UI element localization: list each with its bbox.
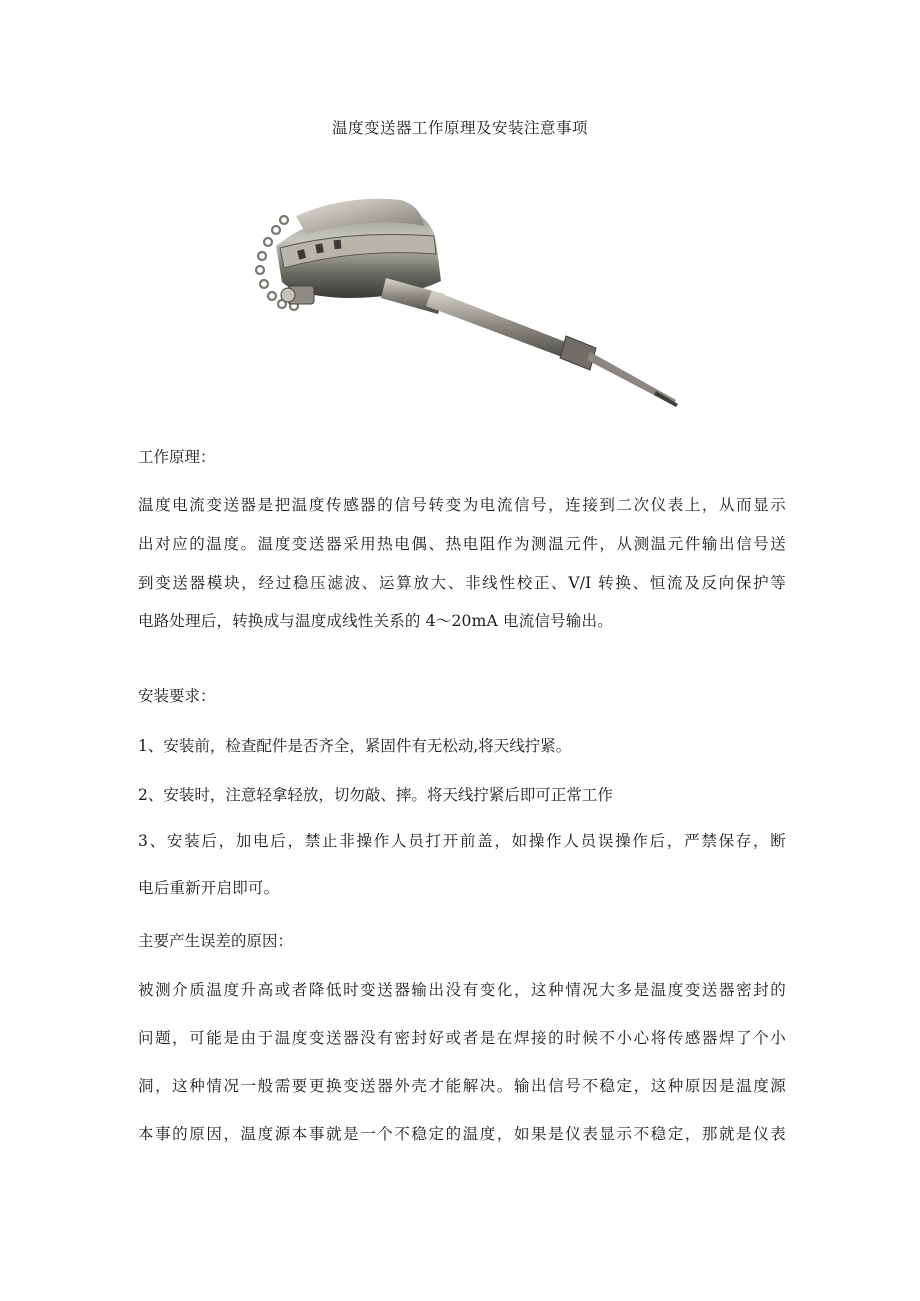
install-heading: 安装要求： — [138, 687, 216, 705]
principle-line: 温度电流变送器是把温度传感器的信号转变为电流信号，连接到二次仪表上，从而显示 — [138, 496, 786, 514]
install-item-line: 3、安装后，加电后，禁止非操作人员打开前盖，如操作人员误操作后，严禁保存，断 — [138, 832, 786, 850]
principle-line: 电路处理后，转换成与温度成线性关系的 4～20mA 电流信号输出。 — [138, 612, 613, 631]
error-heading: 主要产生误差的原因： — [138, 932, 294, 950]
principle-section — [138, 438, 786, 477]
install-item: 1、安装前，检查配件是否齐全，紧固件有无松动,将天线拧紧。 — [138, 737, 572, 755]
principle-heading: 工作原理： — [138, 448, 216, 466]
install-item: 2、安装时，注意轻拿轻放，切勿敲、摔。将天线拧紧后即可正常工作 — [138, 785, 613, 804]
error-paragraph — [138, 966, 786, 1158]
principle-line: 出对应的温度。温度变送器采用热电偶、热电阻作为测温元件，从测温元件输出信号送 — [138, 534, 786, 553]
error-section — [138, 922, 786, 961]
install-item-line: 电后重新开启即可。 — [138, 878, 280, 897]
error-line: 本事的原因，温度源本事就是一个不稳定的温度，如果是仪表显示不稳定，那就是仪表 — [138, 1125, 786, 1143]
install-item-3 — [138, 822, 786, 908]
principle-line: 到变送器模块，经过稳压滤波、运算放大、非线性校正、V/I 转换、恒流及反向保护等 — [138, 573, 786, 592]
install-section — [138, 677, 786, 716]
error-line: 问题，可能是由于温度变送器没有密封好或者是在焊接的时候不小心将传感器焊了个小 — [138, 1029, 786, 1047]
transmitter-illustration — [236, 186, 686, 418]
document-title: 温度变送器工作原理及安装注意事项 — [331, 119, 588, 137]
install-list — [138, 727, 786, 815]
error-line: 洞，这种情况一般需要更换变送器外壳才能解决。输出信号不稳定，这种原因是温度源 — [138, 1077, 786, 1095]
error-line: 被测介质温度升高或者降低时变送器输出没有变化，这种情况大多是温度变送器密封的 — [138, 981, 786, 999]
principle-paragraph — [138, 486, 786, 641]
temperature-transmitter-photo — [236, 186, 686, 418]
